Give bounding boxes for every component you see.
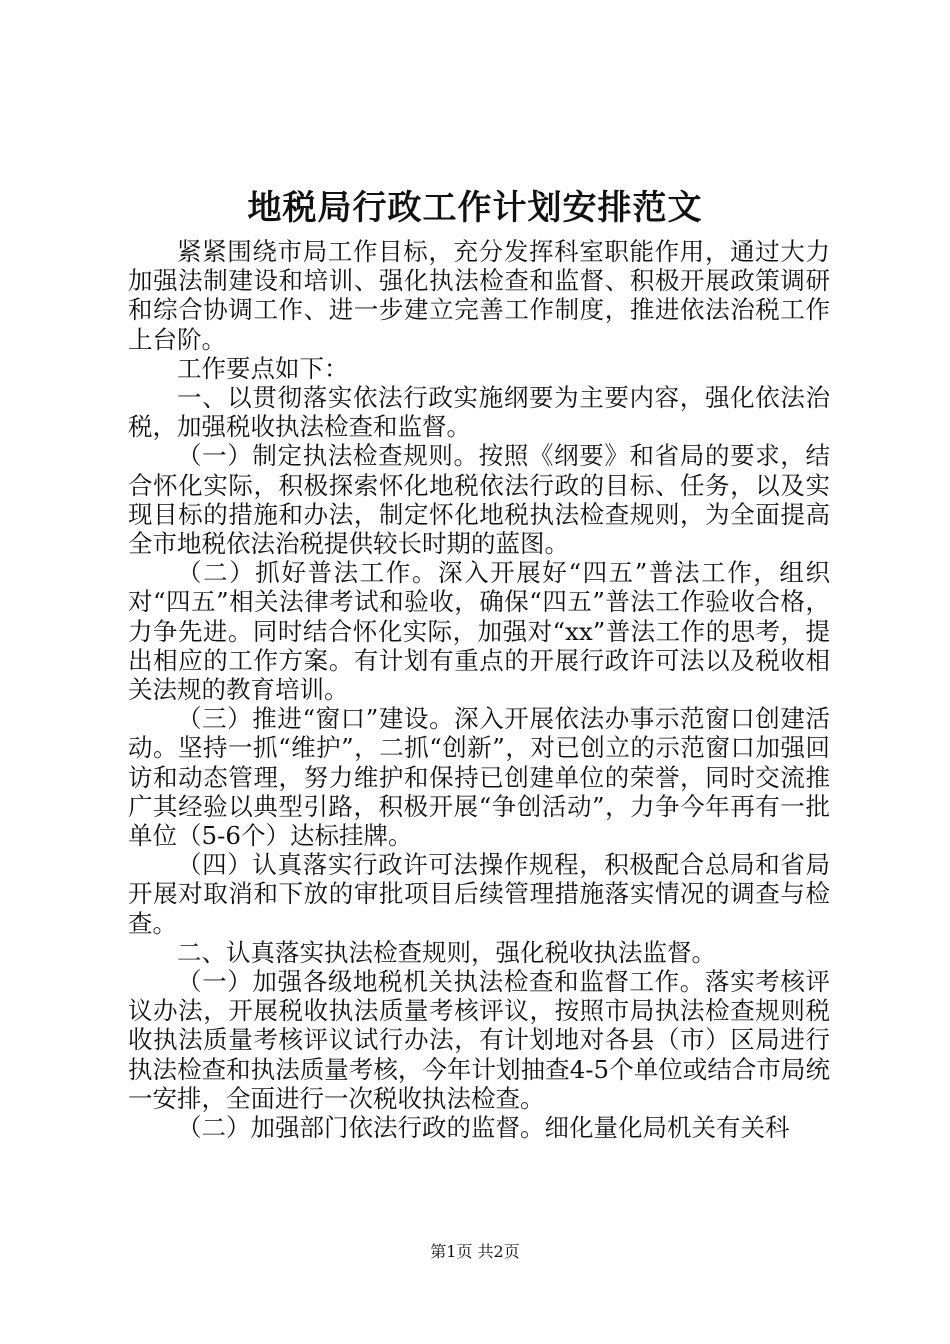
paragraph: （一）制定执法检查规则。按照《纲要》和省局的要求，结合怀化实际，积极探索怀化地税依法行政的目标、任务，以及实现目标的措施和办法，制定怀化地税执法检查规则，为全面提高全市地税依法治税提供较长时期的蓝图。 <box>128 441 830 559</box>
page-footer: 第1页 共2页 <box>430 1242 520 1261</box>
paragraph: （三）推进“窗口”建设。深入开展依法办事示范窗口创建活动。坚持一抓“维护”，二抓“创新”，对已创立的示范窗口加强回访和动态管理，努力维护和保持已创建单位的荣誉，同时交流推广其经验以典型引路，积极开展“争创活动”，力争今年再有一批单位（5-6个）达标挂牌。 <box>128 704 830 851</box>
paragraph: （一）加强各级地税机关执法检查和监督工作。落实考核评议办法，开展税收执法质量考核评议，按照市局执法检查规则税收执法质量考核评议试行办法，有计划地对各县（市）区局进行执法检查和执法质量考核，今年计划抽查4-5个单位或结合市局统一安排，全面进行一次税收执法检查。 <box>128 967 830 1113</box>
paragraph: （二）加强部门依法行政的监督。细化量化局机关有关科 <box>177 1113 790 1143</box>
paragraph: 紧紧围绕市局工作目标，充分发挥科室职能作用，通过大力加强法制建设和培训、强化执法检查和监督、积极开展政策调研和综合协调工作、进一步建立完善工作制度，推进依法治税工作上台阶。 <box>128 237 830 354</box>
paragraph: 二、认真落实执法检查规则，强化税收执法监督。 <box>177 937 716 967</box>
paragraph: 工作要点如下： <box>177 353 349 383</box>
paragraph: （二）抓好普法工作。深入开展好“四五”普法工作，组织对“四五”相关法律考试和验收，确保“四五”普法工作验收合格，力争先进。同时结合怀化实际，加强对“xx”普法工作的思考，提出相应的工作方案。有计划有重点的开展行政许可法以及税收相关法规的教育培训。 <box>128 558 830 705</box>
paragraph: （四）认真落实行政许可法操作规程，积极配合总局和省局开展对取消和下放的审批项目后续管理措施落实情况的调查与检查。 <box>128 850 830 938</box>
document-body <box>128 237 830 1142</box>
paragraph: 一、以贯彻落实依法行政实施纲要为主要内容，强化依法治税，加强税收执法检查和监督。 <box>128 383 830 442</box>
document-title: 地税局行政工作计划安排范文 <box>247 188 703 228</box>
